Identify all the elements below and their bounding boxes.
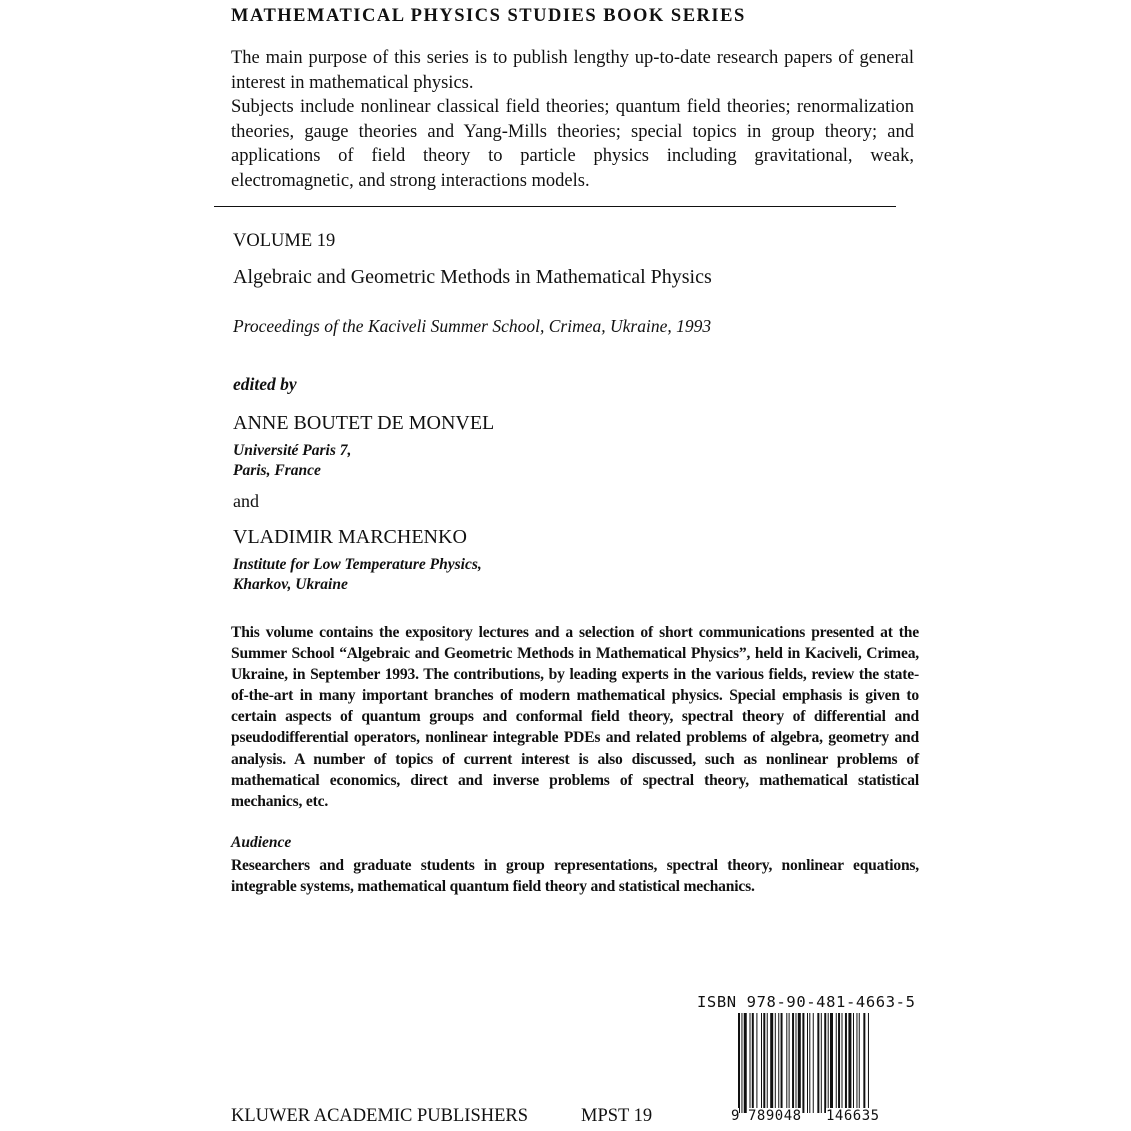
series-description — [231, 46, 914, 194]
barcode-bar — [817, 1013, 819, 1113]
barcode-bar — [807, 1013, 808, 1113]
barcode-bar — [767, 1013, 768, 1113]
barcode-bar — [796, 1013, 797, 1113]
barcode-bar — [830, 1013, 833, 1113]
barcode-bar — [838, 1013, 840, 1113]
editor2-name: VLADIMIR MARCHENKO — [233, 526, 467, 548]
volume-number: VOLUME 19 — [233, 231, 336, 251]
series-code: MPST 19 — [581, 1106, 653, 1126]
barcode-image — [738, 1013, 920, 1113]
barcode-bar — [809, 1013, 810, 1113]
barcode-bar — [781, 1013, 783, 1113]
barcode-digit-lead: 9 — [731, 1108, 740, 1124]
barcode-bar — [853, 1013, 854, 1113]
barcode-bar — [824, 1013, 826, 1113]
barcode-digits-left: 789048 — [748, 1108, 802, 1124]
barcode-bar — [845, 1013, 847, 1113]
barcode-bar — [744, 1013, 747, 1113]
editor1-affiliation-line1: Université Paris 7, — [233, 442, 352, 459]
section-divider — [214, 206, 896, 207]
barcode-bar — [750, 1013, 751, 1113]
barcode-bar — [821, 1013, 822, 1113]
audience-label: Audience — [231, 834, 292, 851]
series-purpose-paragraph: The main purpose of this series is to publish lengthy up-to-date research papers of general interest in mathematical physics. — [231, 48, 914, 93]
barcode-bar — [770, 1013, 773, 1113]
barcode-bar — [763, 1013, 765, 1113]
editor1-name: ANNE BOUTET DE MONVEL — [233, 412, 495, 434]
publisher-name: KLUWER ACADEMIC PUBLISHERS — [231, 1106, 529, 1126]
editor2-affiliation-line1: Institute for Low Temperature Physics, — [233, 556, 482, 573]
edited-by-label: edited by — [233, 374, 297, 394]
book-abstract: This volume contains the expository lectures and a selection of short communications presented at the Summer School “Algebraic and Geometric Methods in Mathematical Physics”, held in Kaciveli, Crimea, Ukraine, in September 1993. The contributions, by leading experts in the various fields, review the state-of-the-art in many important branches of modern mathematical physics. Special emphasis is given to certain aspects of quantum groups and conformal field theory, spectral theory of differential and pseudodifferential operators, nonlinear integrable PDEs and related problems of algebra, geometry and analysis. A number of topics of current interest is also discussed, such as nonlinear problems of mathematical economics, direct and inverse problems of spectral theory, mathematical statistical mechanics, etc. — [231, 624, 919, 810]
barcode-bar — [738, 1013, 740, 1113]
barcode-bar — [828, 1013, 829, 1113]
barcode-bar — [752, 1013, 754, 1113]
barcode-bar — [775, 1013, 776, 1113]
editor1-affiliation — [233, 441, 351, 480]
barcode-bar — [848, 1013, 851, 1113]
barcode-bar — [786, 1013, 787, 1113]
series-title: MATHEMATICAL PHYSICS STUDIES BOOK SERIES — [231, 6, 746, 26]
editor1-affiliation-line2: Paris, France — [233, 461, 321, 479]
barcode-digits-right: 146635 — [826, 1108, 880, 1124]
barcode-bar — [802, 1013, 804, 1113]
and-conjunction: and — [233, 491, 259, 511]
book-title: Algebraic and Geometric Methods in Mathematical Physics — [233, 266, 712, 288]
barcode-bar — [868, 1013, 869, 1113]
editor2-affiliation-line2: Kharkov, Ukraine — [233, 575, 348, 593]
barcode-bar — [798, 1013, 801, 1113]
barcode-bar — [859, 1013, 860, 1113]
barcode-bar — [842, 1013, 843, 1113]
editor2-affiliation — [233, 555, 482, 594]
series-subjects-paragraph: Subjects include nonlinear classical field theories; quantum field theories; renormalization theories, gauge theories and Yang-Mills theories; special topics in group theory; and applications of field theory to particle physics including gravitational, weak, electromagnetic, and strong interactions models. — [231, 97, 914, 191]
barcode-bar — [792, 1013, 794, 1113]
proceedings-subtitle: Proceedings of the Kaciveli Summer School, Crimea, Ukraine, 1993 — [233, 316, 712, 336]
barcode-bar — [813, 1013, 814, 1113]
barcode-bar — [856, 1013, 857, 1113]
isbn-text: ISBN 978-90-481-4663-5 — [697, 993, 916, 1011]
audience-text: Researchers and graduate students in group representations, spectral theory, nonlinear equations, integrable systems, mathematical quantum field theory and statistical mechanics. — [231, 857, 919, 896]
barcode-bar — [778, 1013, 779, 1113]
barcode-bar — [836, 1013, 837, 1113]
barcode-bar — [789, 1013, 790, 1113]
barcode-bar — [761, 1013, 762, 1113]
barcode-bar — [863, 1013, 865, 1113]
barcode-bar — [756, 1013, 757, 1113]
barcode-bar — [741, 1013, 742, 1113]
